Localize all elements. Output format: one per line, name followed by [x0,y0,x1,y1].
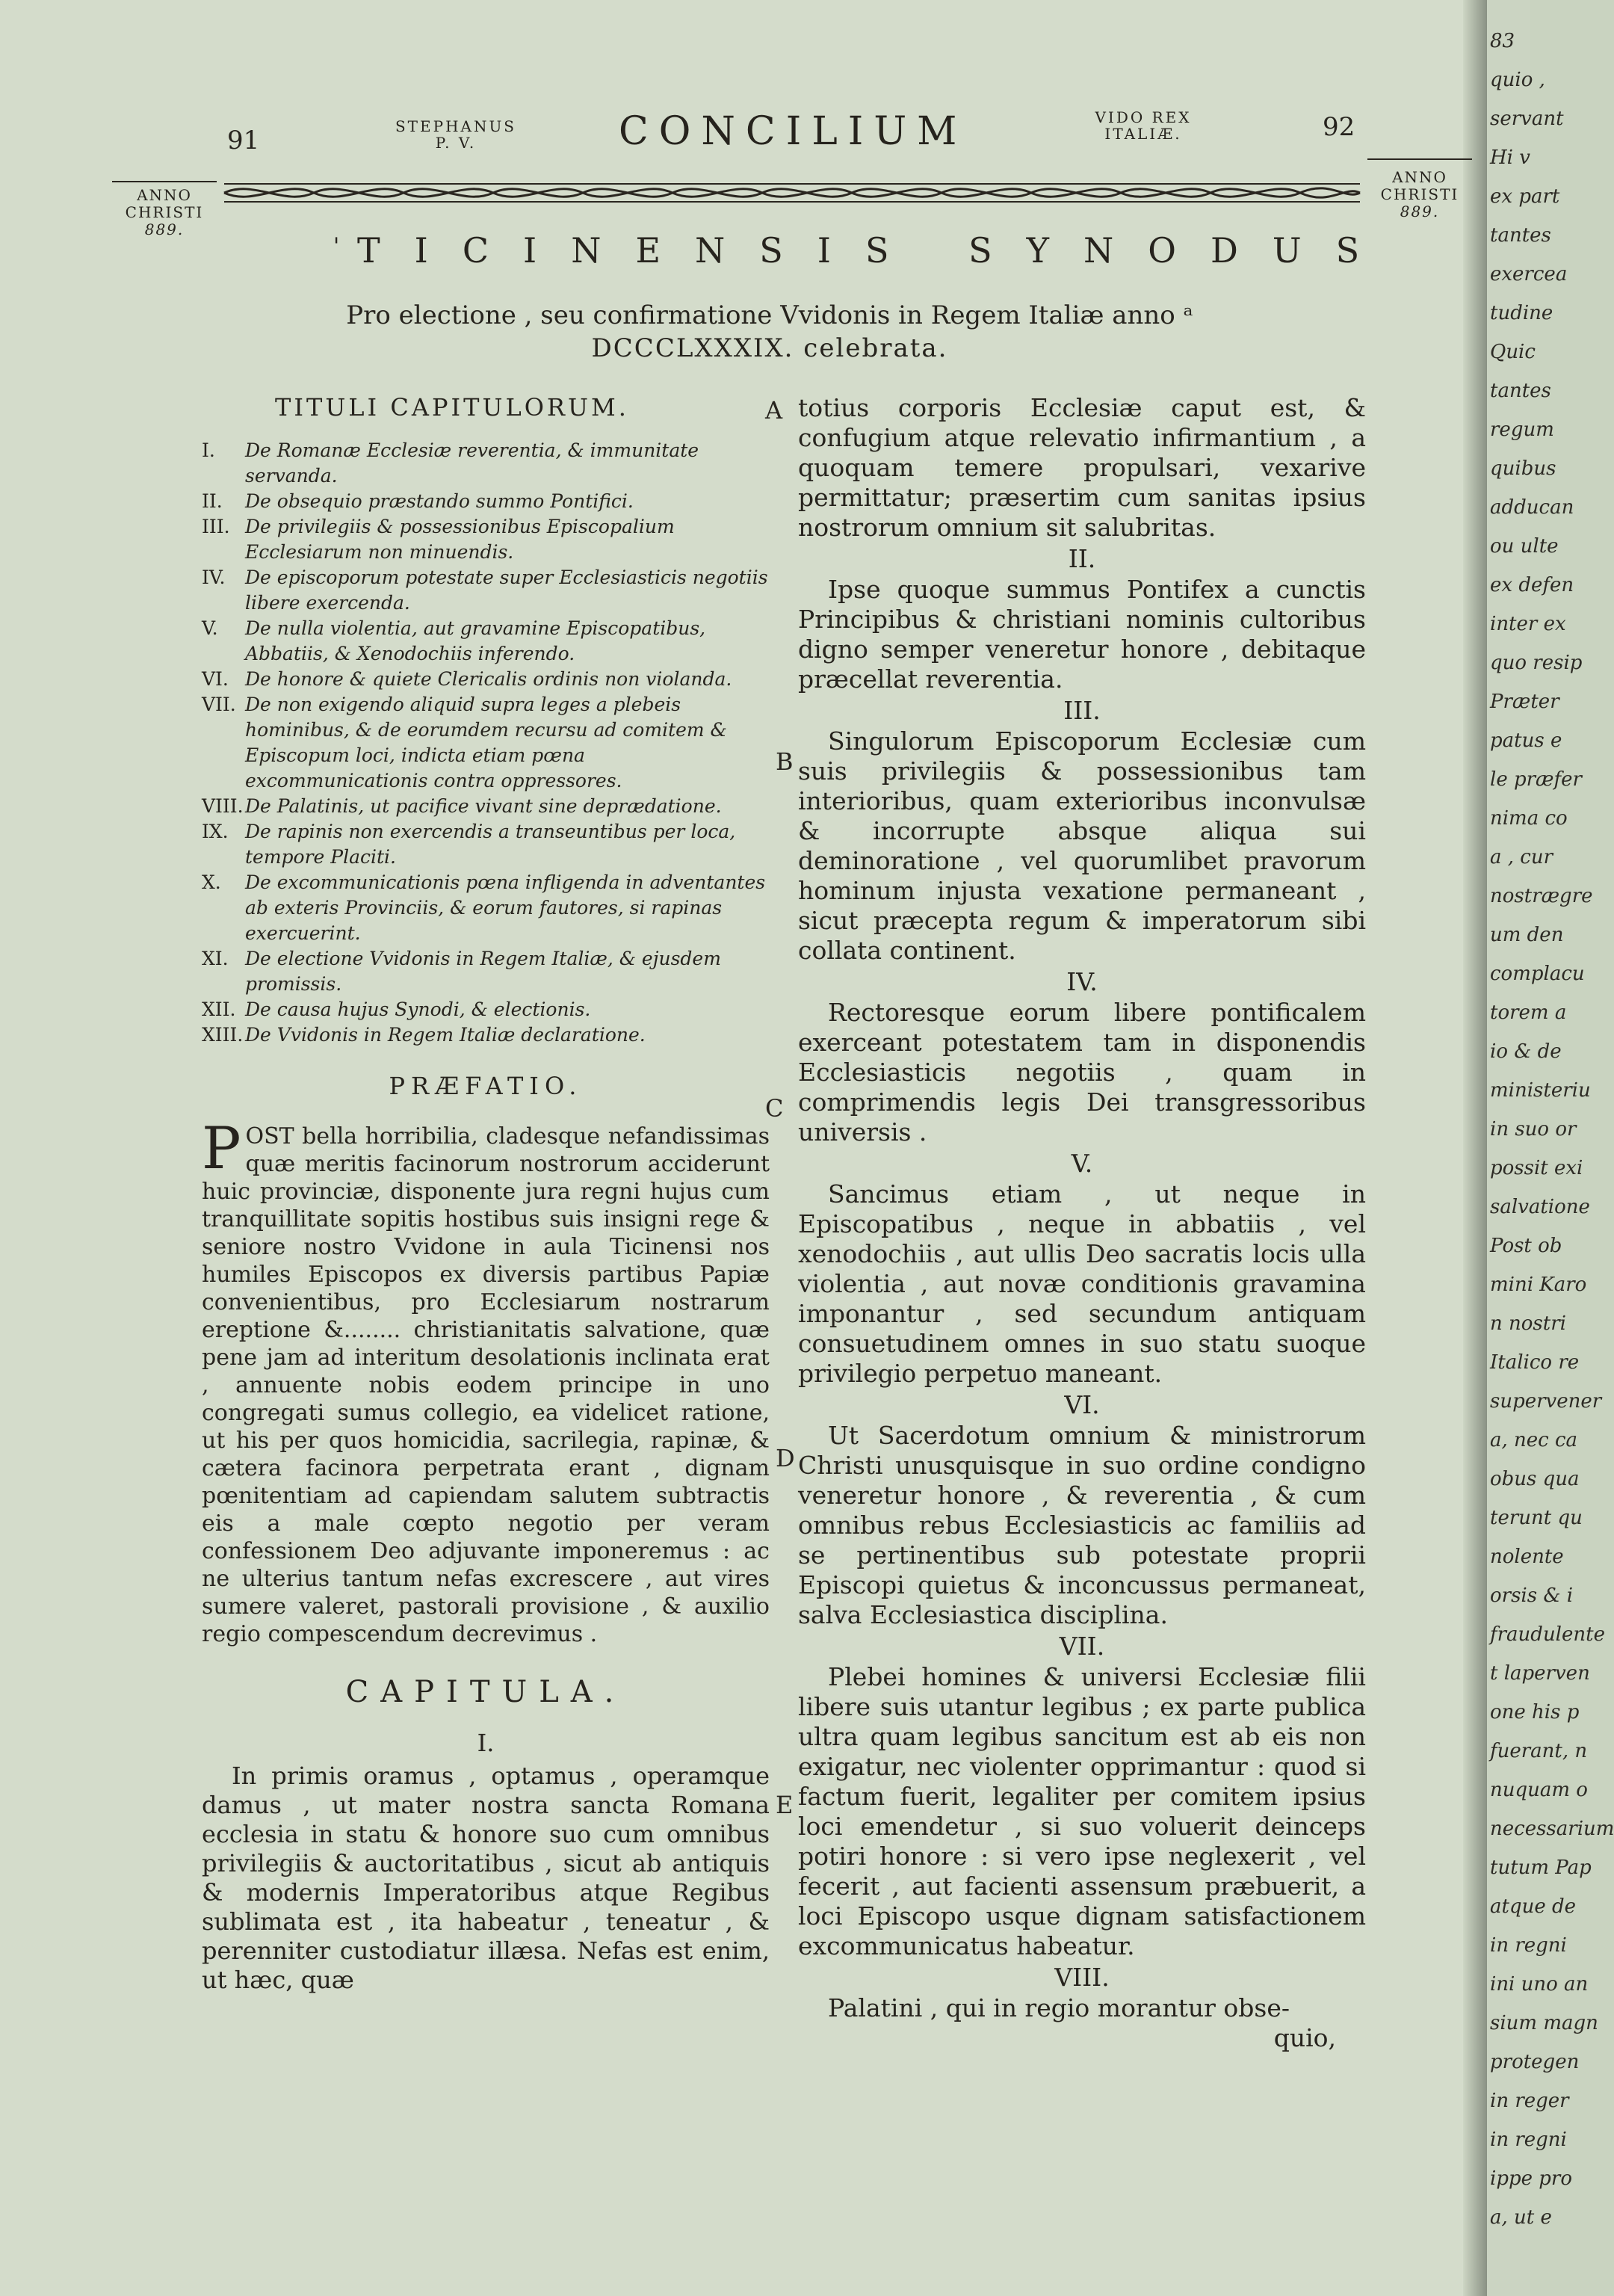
subtitle-line2: DCCCLXXXIX. celebrata. [591,333,948,363]
toc-item-number: VI. [202,668,229,690]
next-page-fragment: terunt qu [1490,1507,1583,1529]
next-page-fragment: a, ut e [1490,2206,1552,2229]
next-page-fragment: in suo or [1490,1118,1577,1141]
right-page-number: 92 [1323,112,1355,142]
toc-item-number: IV. [202,567,226,588]
anno-label: ANNO [137,186,192,204]
toc-item-text: De non exigendo aliquid supra leges a plebeis hominibus, & de eorumdem recursu ad comitem & Episcopum loci, indicta etiam pœna excommunicationis contra oppressores. [245,694,727,791]
toc-list [202,438,770,1048]
toc-item-number: XII. [202,999,236,1020]
next-page-fragment: a, nec ca [1490,1429,1578,1451]
next-page-fragment: n nostri [1490,1312,1566,1335]
left-running-head-line1: STEPHANUS [395,117,517,135]
right-running-head-line2: ITALIÆ. [1104,125,1182,143]
right-running-head-line1: VIDO REX [1095,108,1192,126]
year-label: 889. [144,220,185,238]
next-page-fragment: servant [1490,108,1564,130]
capitulum-text: Singulorum Episcoporum Ecclesiæ cum suis privilegiis & possessionibus tam interioribus, quam exterioribus inconvulsæ & incorrupte absque aliqua sui deminoratione , vel quorumlibet pravorum hominum injusta vexatione permaneant , sicut præcepta regum & imperatorum sibi collata continent. [798,726,1366,965]
toc-item-number: XIII. [202,1024,244,1046]
ornamental-border [224,178,1360,208]
toc-item-number: X. [202,871,221,893]
next-page-fragment: ini uno an [1490,1973,1589,1996]
capitulum-number: III. [1063,696,1101,725]
next-page-fragment: quo resip [1490,652,1583,674]
left-column [202,393,770,1995]
anno-christi-right [1367,169,1472,220]
capitulum-text: Sancimus etiam , ut neque in Episcopatibus , neque in abbatiis , vel xenodochiis , aut ullis Deo sacratis locis ulla violentia , aut novæ conditionis gravamina imponantur , sed secundum antiquam consuetudinem omnes in suo statu suoque privilegio perpetuo maneant. [798,1179,1366,1388]
capitulum-number: V. [1071,1149,1093,1178]
capitulum-text: Ut Sacerdotum omnium & ministrorum Christi unusquisque in suo ordine condigno veneretur honore , & reverentia , & cum omnibus rebus Ecclesiasticis ac familiis ad se pertinentibus sub potestate proprii Episcopi quietus & inconcussus permaneat, salva Ecclesiastica disciplina. [798,1421,1366,1629]
document-subtitle [247,299,1293,365]
next-page-fragment: Post ob [1490,1235,1562,1257]
next-page-fragment: fuerant, n [1490,1740,1588,1762]
next-page-fragment: salvatione [1490,1196,1590,1218]
next-page-fragment: mini Karo [1490,1274,1587,1296]
praefatio-body: OST bella horribilia, cladesque nefandissimas quæ meritis facinorum nostrorum acciderunt huic provinciæ, disponente jura regni hujus cum tranquillitate sopitis hostibus suis insigni rege & seniore nostro Vvidone in aula Ticinensi nos humiles Episcopos ex diversis partibus Papiæ convenientibus, pro Ecclesiarum nostrarum ereptione &........ christianitatis salvatione, quæ pene jam ad interitum desolationis inclinata erat , annuente nobis eodem principe in uno congregati sumus collegio, ea videlicet ratione, ut his per quos homicidia, sacrilegia, rapinæ, & cætera facinora perpetrata erant , dignam pœnitentiam ad capiendam salutem subtractis eis a male cœpto negotio per veram confessionem Deo adjuvante imponeremus : ac ne ulterius tantum nefas excrescere , aut vires sumere valeret, pastorali provisione , & auxilio regio compescendum decrevimus . [202,1123,770,1647]
next-page-fragment: ministeriu [1490,1079,1591,1102]
next-page-fragment: quio , [1490,69,1545,91]
toc-item-number: II. [202,490,223,512]
toc-item-number: IX. [202,821,229,842]
capitulum-text: Ipse quoque summus Pontifex a cunctis Principibus & christiani nominis cultoribus digno semper veneretur honore , debitaque præcellat reverentia. [798,575,1366,694]
toc-item-number: III. [202,516,230,537]
praefatio-text [202,1115,770,1648]
capitulum-number: VIII. [1054,1963,1110,1992]
toc-item-number: VII. [202,694,236,715]
next-page-fragment: ex defen [1490,574,1574,596]
toc-item [202,692,770,794]
toc-item [202,489,770,514]
next-page-fragment: tantes [1490,224,1551,247]
next-page-fragment: quibus [1490,457,1556,480]
next-page-fragment: in regni [1490,1934,1567,1957]
christi-label: CHRISTI [125,203,204,221]
running-title: CONCILIUM [619,109,968,154]
next-page-fragment: obus qua [1490,1468,1580,1490]
next-page-fragment: nolente [1490,1546,1564,1568]
next-page-fragment: necessarium [1490,1818,1614,1840]
toc-heading: TITULI CAPITULORUM. [275,393,629,422]
christi-label: CHRISTI [1380,185,1459,203]
next-page-fragment: ex part [1490,185,1560,208]
left-page-number: 91 [227,126,260,155]
toc-item-text: De electione Vvidonis in Regem Italiæ, & ejusdem promissis. [245,948,721,995]
toc-item [202,438,770,489]
next-page-fragment: io & de [1490,1040,1562,1063]
next-page-fragment: tutum Pap [1490,1857,1592,1879]
next-page-fragment: sium magn [1490,2012,1598,2034]
next-page-fragment: orsis & i [1490,1584,1574,1607]
toc-item-number: XI. [202,948,229,969]
capitulum-number: II. [1068,544,1096,573]
next-page-fragment: protegen [1490,2051,1580,2073]
toc-item [202,514,770,565]
toc-item-text: De episcoporum potestate super Ecclesiasticis negotiis libere exercenda. [245,567,768,614]
next-page-fragment: Præter [1490,691,1559,713]
header-rule-right [1367,158,1472,160]
toc-item-number: VIII. [202,795,244,817]
next-page-fragment: patus e [1490,729,1562,752]
toc-item-text: De excommunicationis pœna infligenda in adventantes ab exteris Provinciis, & eorum fautores, si rapinas exercuerint. [245,871,766,944]
next-page-fragment: um den [1490,924,1564,946]
next-page-fragment: nostrægre [1490,885,1593,907]
next-page-fragment: one his p [1490,1701,1580,1723]
next-page-fragment: nuquam o [1490,1779,1588,1801]
next-page-fragment: le præfer [1490,768,1582,791]
continuation-text: totius corporis Ecclesiæ caput est, & confugium atque relevatio infirmantium , a quoquam temere propulsari, vexarive permittatur; præsertim cum sanitas ipsius nostrorum omnium sit salubritas. [798,393,1366,542]
catchword: quio, [1273,2023,1336,2052]
capitulum-number: VI. [1064,1390,1100,1419]
toc-item [202,794,770,819]
toc-item-text: De privilegiis & possessionibus Episcopalium Ecclesiarum non minuendis. [245,516,675,563]
next-page-fragment: in reger [1490,2090,1569,2112]
capitulum-number: I. [477,1729,495,1757]
toc-item [202,1022,770,1048]
anno-label: ANNO [1392,168,1447,186]
toc-item-number: V. [202,617,218,639]
margin-letter-a: A [765,396,783,425]
capitulum-text: Palatini , qui in regio morantur obse- [828,1993,1290,2022]
toc-item-text: De Romanæ Ecclesiæ reverentia, & immunitate servanda. [245,439,699,487]
header-rule-left [112,181,217,182]
toc-item-text: De Palatinis, ut pacifice vivant sine deprædatione. [245,795,722,817]
toc-item-text: De Vvidonis in Regem Italiæ declaratione. [245,1024,646,1046]
margin-letter-b: B [776,747,794,776]
next-page-fragment: tantes [1490,380,1551,402]
toc-item-text: De causa hujus Synodi, & electionis. [245,999,591,1020]
next-page-fragment: supervener [1490,1390,1602,1413]
document-title: TICINENSIS SYNODUS [357,230,1394,271]
next-page-fragment: tudine [1490,302,1553,324]
next-page-fragment: 83 [1490,30,1515,52]
next-page-fragment: Italico re [1490,1351,1580,1374]
capitulum-number: IV. [1066,967,1098,996]
next-page-fragment: fraudulente [1490,1623,1605,1646]
toc-item-text: De honore & quiete Clericalis ordinis non violanda. [245,668,732,690]
toc-item [202,946,770,997]
margin-letter-d: D [776,1444,795,1472]
capitula-heading: CAPITULA. [345,1675,626,1709]
next-page-fragment: ippe pro [1490,2167,1572,2190]
toc-item-number: I. [202,439,215,461]
next-page-fragment: complacu [1490,963,1585,985]
right-running-head [1069,109,1218,142]
next-page-fragment: torem a [1490,1002,1567,1024]
next-page-fragment: exercea [1490,263,1568,286]
margin-letter-e: E [776,1791,794,1819]
capitulum-text: Rectoresque eorum libere pontificalem exerceant potestatem tam in disponendis Ecclesiasticis negotiis , quam in comprimendis legis Dei transgressoribus universis . [798,998,1366,1147]
next-page-fragment: regum [1490,419,1554,441]
next-page-fragment: atque de [1490,1895,1577,1918]
toc-item [202,870,770,946]
next-page-fragment: nima co [1490,807,1568,830]
right-column [798,393,1366,2053]
toc-item [202,819,770,870]
title-mark: ' [333,233,340,259]
next-page-edge [1487,0,1614,2296]
next-page-fragment: inter ex [1490,613,1566,635]
praefatio-heading: PRÆFATIO. [389,1072,583,1100]
toc-item-text: De nulla violentia, aut gravamine Episcopatibus, Abbatiis, & Xenodochiis inferendo. [245,617,706,664]
capitulum-text: Plebei homines & universi Ecclesiæ filii libere suis utantur legibus ; ex parte publica ultra quam legibus sancitum est ab eis non exigatur, nec violenter opprimantur : quod si factum fuerit, legaliter per comitem ipsius loci emendetur , si suo voluerit deinceps potiri honore : si vero ipse neglexerit , vel fecerit , aut facienti assensum præbuerit, a loci Episcopo usque dignam satisfactionem excommunicatus habeatur. [798,1662,1366,1960]
toc-item [202,565,770,616]
toc-item-text: De rapinis non exercendis a transeuntibus per loca, tempore Placiti. [245,821,736,868]
left-running-head [381,118,531,151]
next-page-fragment: ou ulte [1490,535,1559,558]
subtitle-line1: Pro electione , seu confirmatione Vvidonis in Regem Italiæ anno ᵃ [346,300,1193,330]
next-page-fragment: t laperven [1490,1662,1590,1685]
next-page-fragment: in regni [1490,2129,1567,2151]
next-page-fragment: possit exi [1490,1157,1583,1179]
toc-item [202,997,770,1022]
toc-item [202,667,770,692]
next-page-fragment: a , cur [1490,846,1553,868]
left-running-head-line2: P. V. [435,134,477,152]
capitulum-number: VII. [1059,1632,1105,1661]
toc-item-text: De obsequio præstando summo Pontifici. [245,490,634,512]
right-sections [798,544,1366,2023]
year-label: 889. [1400,203,1440,220]
margin-letter-c: C [765,1094,784,1123]
drop-cap: P [202,1115,241,1182]
anno-christi-left [112,187,217,238]
next-page-fragment: Quic [1490,341,1536,363]
capitulum-text: In primis oramus , optamus , operamque damus , ut mater nostra sancta Romana ecclesia in statu & honore suo cum omnibus privilegiis & auctoritatibus , sicut ab antiquis & modernis Imperatoribus atque Regibus sublimata est , ita habeatur , teneatur , & perenniter custodiatur illæsa. Nefas est enim, ut hæc, quæ [202,1762,770,1994]
toc-item [202,616,770,667]
next-page-fragment: Hi v [1490,146,1530,169]
next-page-fragment: adducan [1490,496,1574,519]
